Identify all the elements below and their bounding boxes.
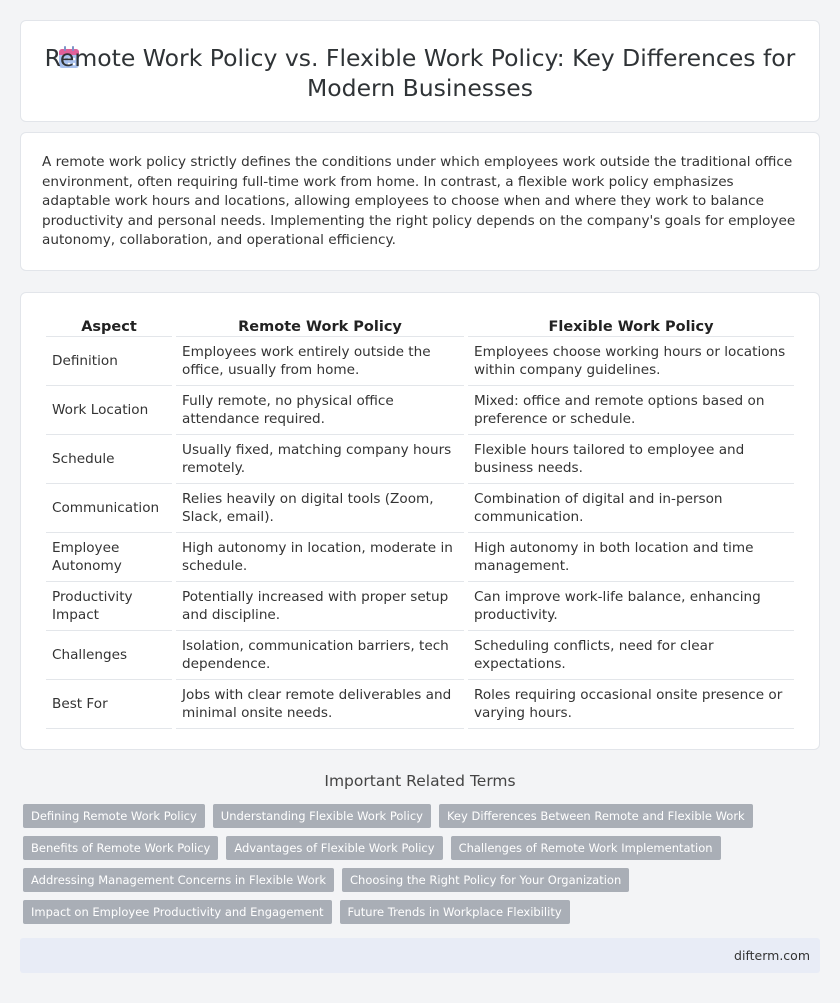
table-row	[46, 582, 794, 631]
related-terms-list	[23, 804, 813, 932]
aspect-cell: Best For	[46, 680, 172, 729]
flexible-cell: Can improve work-life balance, enhancing productivity.	[468, 582, 794, 631]
related-term-tag[interactable]: Key Differences Between Remote and Flexible Work	[439, 804, 753, 828]
aspect-cell: Definition	[46, 337, 172, 386]
intro-card	[20, 132, 820, 271]
table-row	[46, 631, 794, 680]
header-remote: Remote Work Policy	[176, 317, 464, 337]
header-card	[20, 20, 820, 122]
aspect-cell: Schedule	[46, 435, 172, 484]
aspect-cell: Communication	[46, 484, 172, 533]
table-row	[46, 680, 794, 729]
remote-cell: Relies heavily on digital tools (Zoom, Slack, email).	[176, 484, 464, 533]
header-flexible: Flexible Work Policy	[468, 317, 794, 337]
flexible-cell: Mixed: office and remote options based on preference or schedule.	[468, 386, 794, 435]
table-row	[46, 533, 794, 582]
table-header-row	[46, 317, 794, 337]
remote-cell: Fully remote, no physical office attendance required.	[176, 386, 464, 435]
related-term-tag[interactable]: Future Trends in Workplace Flexibility	[340, 900, 570, 924]
remote-cell: Potentially increased with proper setup and discipline.	[176, 582, 464, 631]
comparison-card	[20, 292, 820, 750]
flexible-cell: Combination of digital and in-person communication.	[468, 484, 794, 533]
table-row	[46, 386, 794, 435]
flexible-cell: Roles requiring occasional onsite presence or varying hours.	[468, 680, 794, 729]
table-row	[46, 435, 794, 484]
flexible-cell: Flexible hours tailored to employee and business needs.	[468, 435, 794, 484]
aspect-cell: Work Location	[46, 386, 172, 435]
footer	[20, 938, 820, 973]
flexible-cell: Scheduling conflicts, need for clear expectations.	[468, 631, 794, 680]
remote-cell: Usually fixed, matching company hours remotely.	[176, 435, 464, 484]
related-term-tag[interactable]: Benefits of Remote Work Policy	[23, 836, 218, 860]
related-term-tag[interactable]: Advantages of Flexible Work Policy	[226, 836, 442, 860]
related-term-tag[interactable]: Impact on Employee Productivity and Engagement	[23, 900, 332, 924]
aspect-cell: Challenges	[46, 631, 172, 680]
remote-cell: High autonomy in location, moderate in schedule.	[176, 533, 464, 582]
flexible-cell: Employees choose working hours or locations within company guidelines.	[468, 337, 794, 386]
related-term-tag[interactable]: Addressing Management Concerns in Flexible Work	[23, 868, 334, 892]
footer-site-link[interactable]: difterm.com	[734, 948, 810, 963]
page-title: Remote Work Policy vs. Flexible Work Policy: Key Differences for Modern Businesses	[44, 44, 796, 102]
comparison-table	[42, 317, 798, 729]
related-term-tag[interactable]: Challenges of Remote Work Implementation	[451, 836, 721, 860]
header-aspect: Aspect	[46, 317, 172, 337]
related-term-tag[interactable]: Defining Remote Work Policy	[23, 804, 205, 828]
flexible-cell: High autonomy in both location and time management.	[468, 533, 794, 582]
related-term-tag[interactable]: Choosing the Right Policy for Your Organization	[342, 868, 629, 892]
aspect-cell: Employee Autonomy	[46, 533, 172, 582]
table-row	[46, 337, 794, 386]
remote-cell: Isolation, communication barriers, tech dependence.	[176, 631, 464, 680]
remote-cell: Employees work entirely outside the office, usually from home.	[176, 337, 464, 386]
remote-cell: Jobs with clear remote deliverables and minimal onsite needs.	[176, 680, 464, 729]
related-terms-heading: Important Related Terms	[324, 772, 516, 790]
table-row	[46, 484, 794, 533]
intro-paragraph: A remote work policy strictly defines the conditions under which employees work outside the traditional office environment, often requiring full-time work from home. In contrast, a flexible work policy emphasizes adaptable work hours and locations, allowing employees to choose when and where they work to balance productivity and personal needs. Implementing the right policy depends on the company's goals for employee autonomy, collaboration, and operational efficiency.	[42, 154, 796, 248]
related-term-tag[interactable]: Understanding Flexible Work Policy	[213, 804, 431, 828]
aspect-cell: Productivity Impact	[46, 582, 172, 631]
